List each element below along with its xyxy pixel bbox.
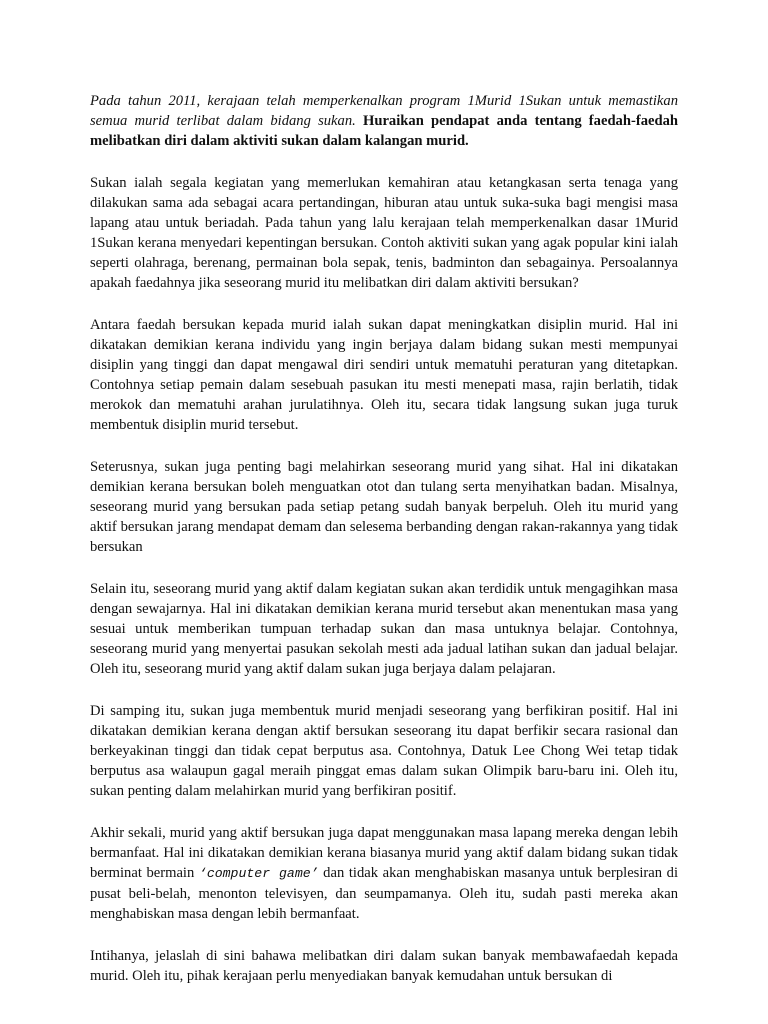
leisure-text-before: Akhir sekali, murid yang aktif bersukan juga dapat menggunakan masa lapang mereka dengan lebih bermanfaat. Hal ini dikatakan demikian kerana biasanya murid yang aktif dalam bidang sukan tidak berminat bermain: [90, 825, 678, 881]
leisure-text-after: dan tidak akan menghabiskan masanya untuk berplesiran di pusat beli-belah, menonton televisyen, dan seumpamanya. Oleh itu, sudah pasti mereka akan menghabiskan masa dengan lebih bermanfaat.: [90, 865, 678, 922]
paragraph-health: Seterusnya, sukan juga penting bagi melahirkan seseorang murid yang sihat. Hal ini dikatakan demikian kerana bersukan boleh menguatkan otot dan tulang serta menyihatkan badan. Misalnya, seseorang murid yang bersukan pada setiap petang sudah banyak berpeluh. Oleh itu murid yang aktif bersukan jarang mendapat demam dan selesema berbanding dengan rakan-rakannya yang tidak bersukan: [90, 459, 678, 555]
essay-prompt: [90, 91, 678, 151]
essay-page: [90, 91, 678, 986]
prompt-question: Huraikan pendapat anda tentang faedah-faedah melibatkan diri dalam aktiviti sukan dalam kalangan murid.: [90, 113, 678, 149]
paragraph-time-management: Selain itu, seseorang murid yang aktif dalam kegiatan sukan akan terdidik untuk mengagihkan masa dengan sewajarnya. Hal ini dikatakan demikian kerana murid tersebut akan menentukan masa yang sesuai untuk memberikan tumpuan terhadap sukan dan masa untuknya belajar. Contohnya, seseorang murid yang menyertai pasukan sekolah mesti ada jadual latihan sukan dan jadual belajar. Oleh itu, seseorang murid yang aktif dalam sukan juga berjaya dalam pelajaran.: [90, 581, 678, 677]
paragraph-leisure-time: [90, 823, 678, 924]
paragraph-introduction: Sukan ialah segala kegiatan yang memerlukan kemahiran atau ketangkasan serta tenaga yang dilakukan sama ada sebagai acara pertandingan, hiburan atau untuk suka-suka bagi mengisi masa lapang atau untuk beriadah. Pada tahun yang lalu kerajaan telah memperkenalkan dasar 1Murid 1Sukan kerana menyedari kepentingan bersukan. Contoh aktiviti sukan yang agak popular kini ialah seperti olahraga, berenang, permainan bola sepak, tenis, badminton dan sebagainya. Persoalannya apakah faedahnya jika seseorang murid itu melibatkan diri dalam aktiviti bersukan?: [90, 175, 678, 291]
paragraph-positive-thinking: Di samping itu, sukan juga membentuk murid menjadi seseorang yang berfikiran positif. Hal ini dikatakan demikian kerana dengan aktif bersukan seseorang itu dapat berfikir secara rasional dan berkeyakinan tinggi dan tidak cepat berputus asa. Contohnya, Datuk Lee Chong Wei tetap tidak berputus asa walaupun gagal meraih pinggat emas dalam sukan Olimpik baru-baru ini. Oleh itu, sukan penting dalam melahirkan murid yang berfikiran positif.: [90, 703, 678, 799]
paragraph-conclusion: Intihanya, jelaslah di sini bahawa melibatkan diri dalam sukan banyak membawafaedah kepada murid. Oleh itu, pihak kerajaan perlu menyediakan banyak kemudahan untuk bersukan di: [90, 948, 678, 984]
prompt-context: Pada tahun 2011, kerajaan telah memperkenalkan program 1Murid 1Sukan untuk memastikan semua murid terlibat dalam bidang sukan.: [90, 93, 678, 129]
computer-game-quote: ‘computer game’: [198, 866, 319, 881]
paragraph-discipline: Antara faedah bersukan kepada murid ialah sukan dapat meningkatkan disiplin murid. Hal ini dikatakan demikian kerana individu yang ingin berjaya dalam bidang sukan mesti mempunyai disiplin yang tinggi dan dapat mengawal diri sendiri untuk mematuhi peraturan yang ditetapkan. Contohnya setiap pemain dalam sesebuah pasukan itu mesti menepati masa, rajin berlatih, tidak merokok dan mematuhi arahan jurulatihnya. Oleh itu, secara tidak langsung sukan juga turuk membentuk disiplin murid tersebut.: [90, 317, 678, 433]
